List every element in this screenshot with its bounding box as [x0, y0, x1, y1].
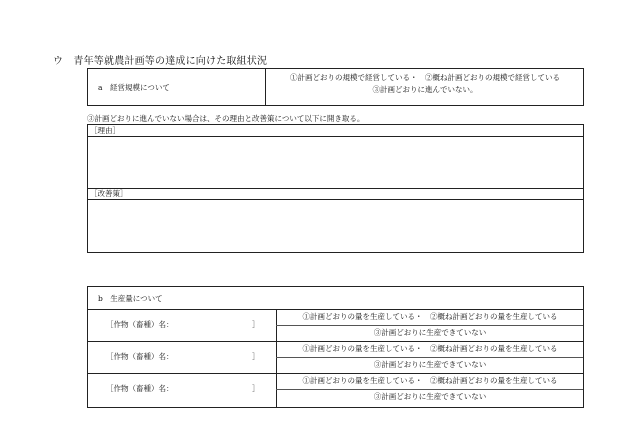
crop-name-close: ］: [252, 384, 260, 393]
production-table: [87, 286, 584, 408]
production-options-line1: ①計画どおりの量を生産している・ ②概ね計画どおりの量を生産している: [302, 344, 558, 353]
scale-options-line2: ③計画どおりに進んでいない。: [372, 85, 478, 94]
remedy-box: [87, 124, 584, 253]
reason-label: ［理由］: [90, 126, 120, 135]
improvement-label: ［改善策］: [90, 189, 128, 198]
crop-name-label: ［作物（畜種）名：: [106, 352, 174, 361]
crop-name-label: ［作物（畜種）名：: [106, 320, 174, 329]
reason-divider: [88, 188, 583, 189]
crop-name-close: ］: [252, 352, 260, 361]
crop-name-label: ［作物（畜種）名：: [106, 384, 174, 393]
scale-options-line1: ①計画どおりの規模で経営している・ ②概ね計画どおりの規模で経営している: [290, 73, 560, 82]
improvement-label-underline: [88, 199, 583, 200]
section-heading: ウ 青年等就農計画等の達成に向けた取組状況: [53, 56, 268, 67]
production-row: [88, 341, 583, 373]
production-options-line2: ③計画どおりに生産できていない: [373, 392, 487, 401]
production-label: b 生産量について: [98, 294, 163, 303]
production-options-line1: ①計画どおりの量を生産している・ ②概ね計画どおりの量を生産している: [302, 376, 558, 385]
production-row: [88, 373, 583, 407]
production-row: [88, 309, 583, 341]
remedy-note: ③計画どおりに進んでいない場合は、その理由と改善策について以下に開き取る。: [87, 114, 365, 123]
production-options-line2: ③計画どおりに生産できていない: [373, 360, 487, 369]
scale-label: a 経営規模について: [98, 83, 170, 92]
production-options-line1: ①計画どおりの量を生産している・ ②概ね計画どおりの量を生産している: [302, 312, 558, 321]
scale-table: [87, 68, 584, 106]
reason-label-underline: [88, 136, 583, 137]
production-options-line2: ③計画どおりに生産できていない: [373, 328, 487, 337]
crop-name-close: ］: [252, 320, 260, 329]
